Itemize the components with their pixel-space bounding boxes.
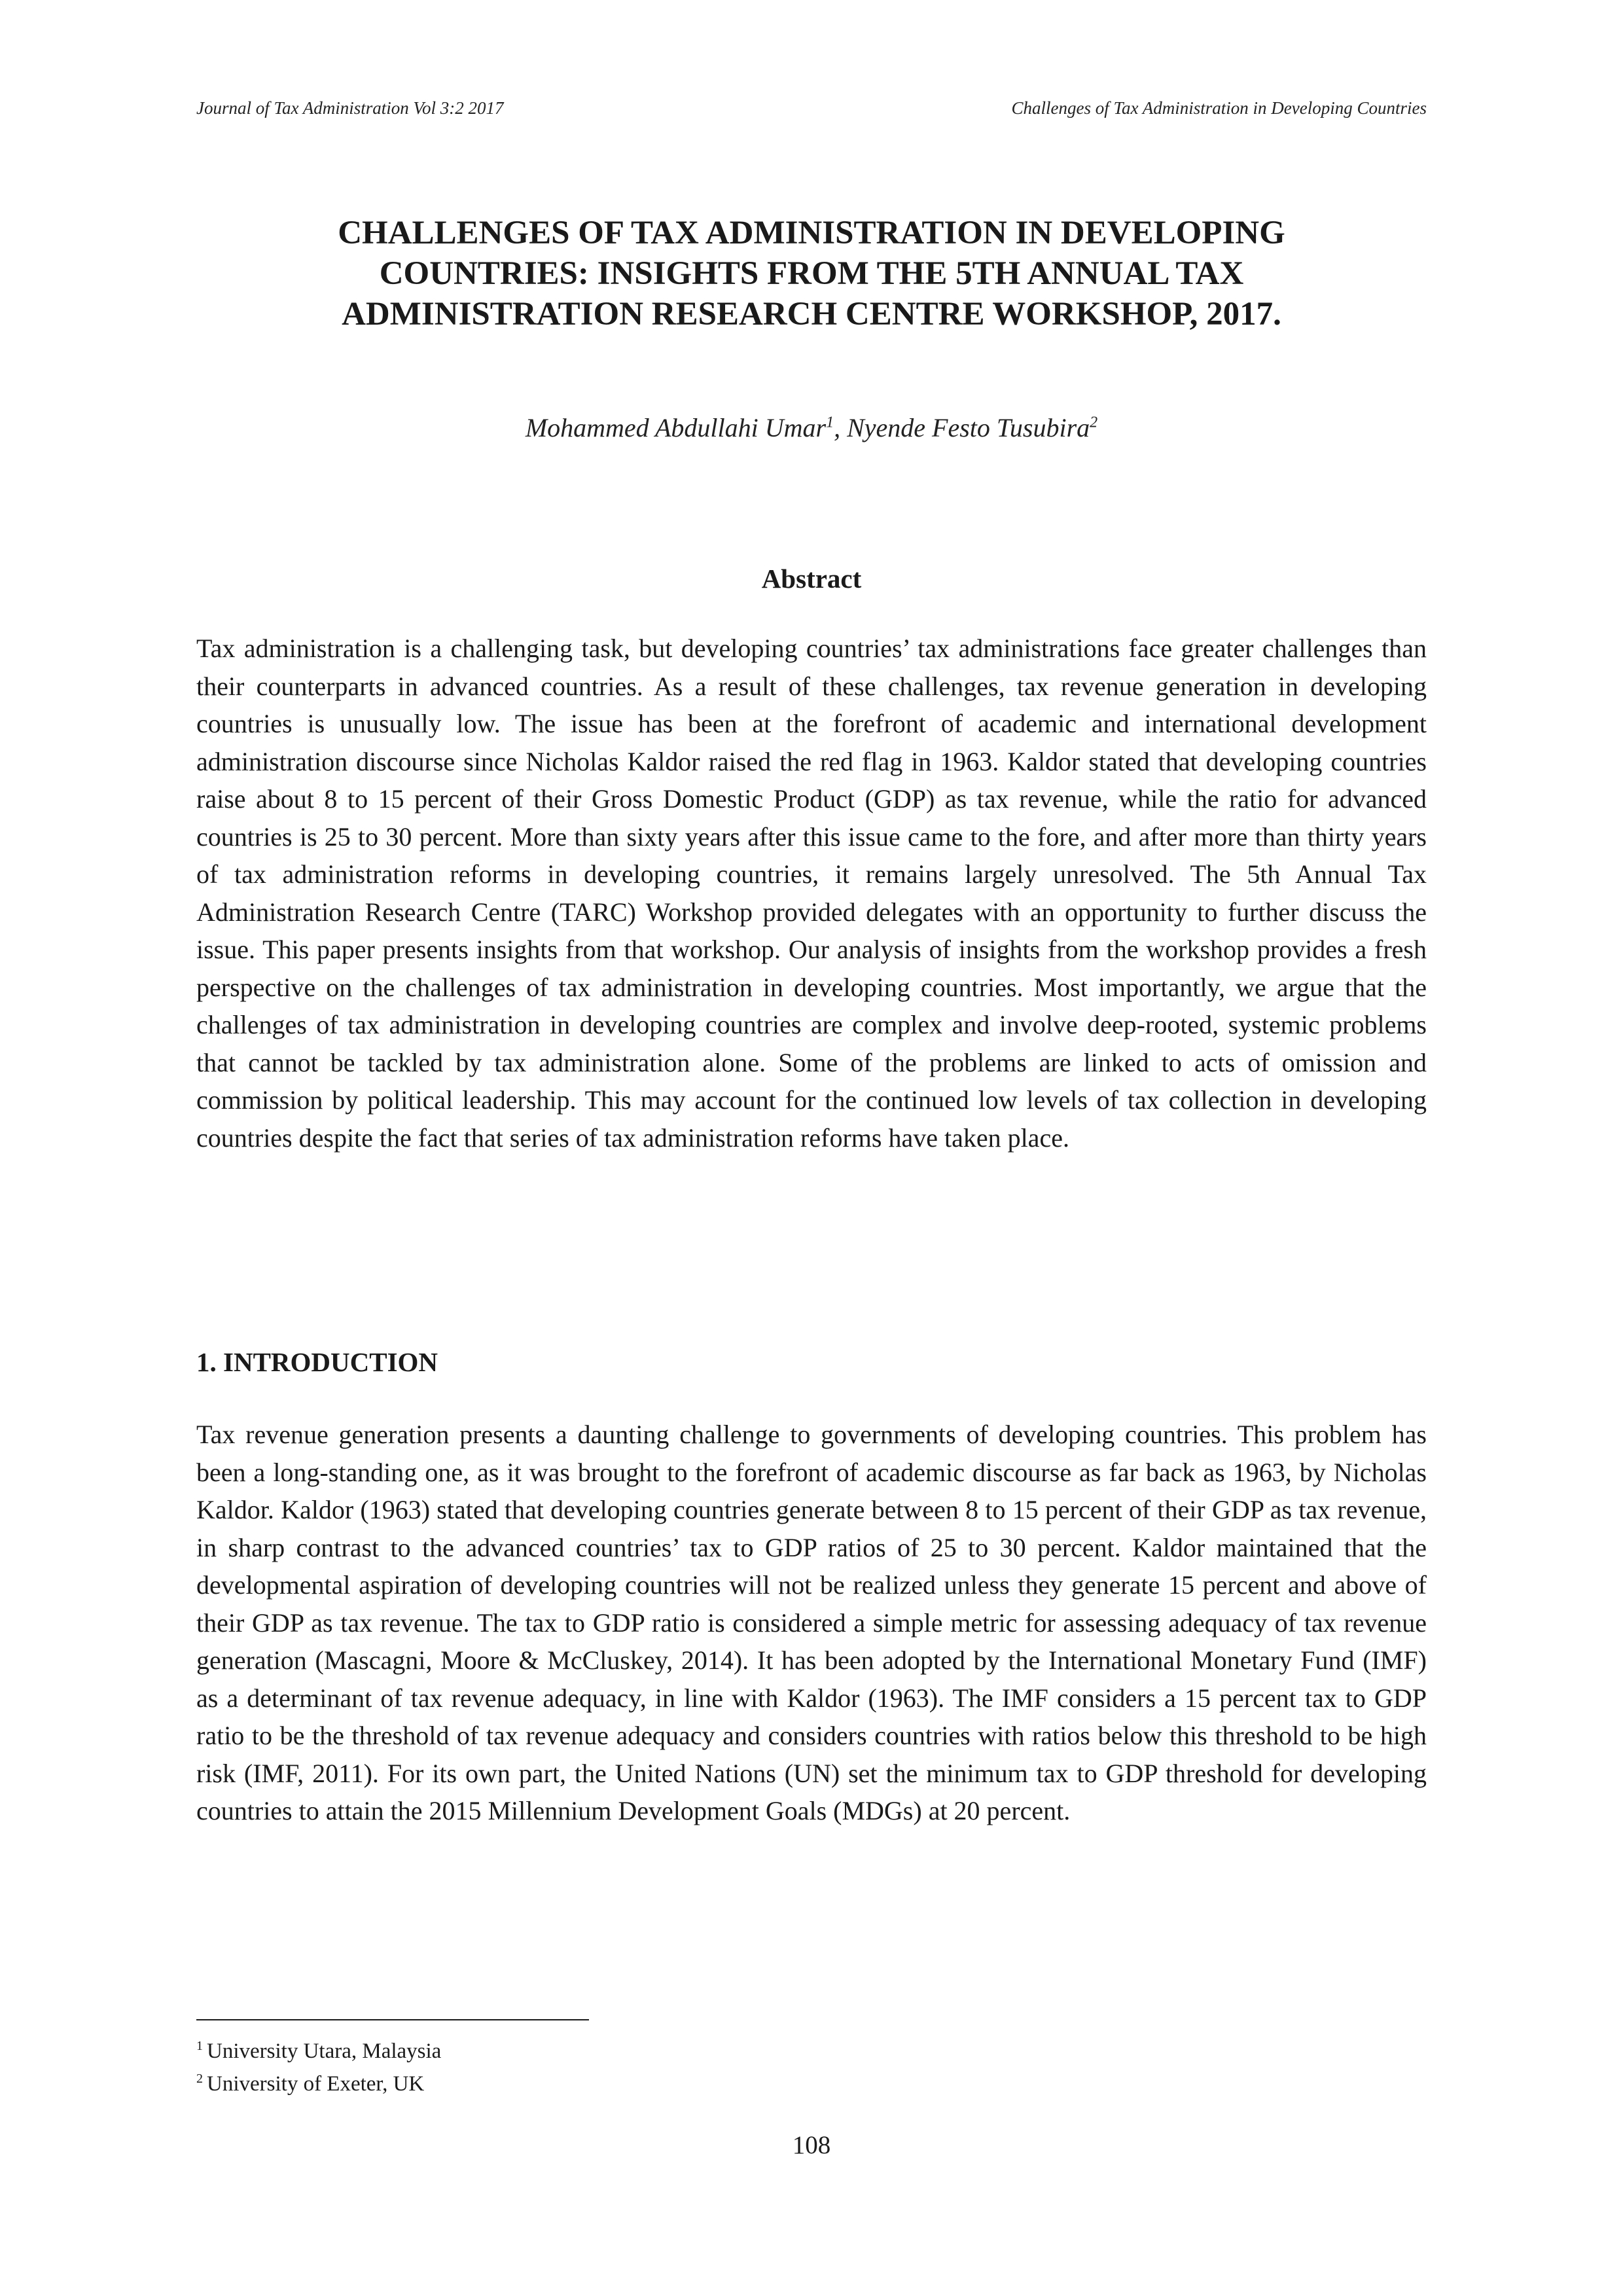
title-line-2: COUNTRIES: INSIGHTS FROM THE 5TH ANNUAL TAX — [379, 255, 1244, 292]
journal-citation: Journal of Tax Administration Vol 3:2 2017 — [196, 98, 504, 118]
title-line-3: ADMINISTRATION RESEARCH CENTRE WORKSHOP, 2017. — [342, 296, 1281, 332]
footnotes — [196, 2032, 1427, 2098]
introduction-heading: 1. INTRODUCTION — [196, 1347, 438, 1377]
abstract-heading: Abstract — [761, 564, 862, 594]
author-separator: , — [834, 413, 847, 442]
page-number: 108 — [792, 2131, 831, 2159]
footnote — [196, 2065, 1427, 2098]
footnote-divider — [196, 2019, 589, 2020]
introduction-text: Tax revenue generation presents a daunting challenge to governments of developing countries. This problem has been a long-standing one, as it was brought to the forefront of academic discourse as far back as 1963, by Nicholas Kaldor. Kaldor (1963) stated that developing countries generate between 8 to 15 percent of their GDP as tax revenue, in sharp contrast to the advanced countries’ tax to GDP ratios of 25 to 30 percent. Kaldor maintained that the developmental aspiration of developing countries will not be realized unless they generate 15 percent and above of their GDP as tax revenue. The tax to GDP ratio is considered a simple metric for assessing adequacy of tax revenue generation (Mascagni, Moore & McCluskey, 2014). It has been adopted by the International Monetary Fund (IMF) as a determinant of tax revenue adequacy, in line with Kaldor (1963). The IMF considers a 15 percent tax to GDP ratio to be the threshold of tax revenue adequacy and considers countries with ratios below this threshold to be high risk (IMF, 2011). For its own part, the United Nations (UN) set the minimum tax to GDP threshold for developing countries to attain the 2015 Millennium Development Goals (MDGs) at 20 percent. — [196, 1420, 1427, 1825]
title-line-1: CHALLENGES OF TAX ADMINISTRATION IN DEVELOPING — [338, 215, 1285, 251]
affiliation-mark: 1 — [826, 414, 834, 431]
abstract-text: Tax administration is a challenging task, but developing countries’ tax administrations face greater challenges than their counterparts in advanced countries. As a result of these challenges, tax revenue generation in developing countries is unusually low. The issue has been at the forefront of academic and international development administration discourse since Nicholas Kaldor raised the red flag in 1963. Kaldor stated that developing countries raise about 8 to 15 percent of their Gross Domestic Product (GDP) as tax revenue, while the ratio for advanced countries is 25 to 30 percent. More than sixty years after this issue came to the fore, and after more than thirty years of tax administration reforms in developing countries, it remains largely unresolved. The 5th Annual Tax Administration Research Centre (TARC) Workshop provided delegates with an opportunity to further discuss the issue. This paper presents insights from that workshop. Our analysis of insights from the workshop provides a fresh perspective on the challenges of tax administration in developing countries. Most importantly, we argue that the challenges of tax administration in developing countries are complex and involve deep-rooted, systemic problems that cannot be tackled by tax administration alone. Some of the problems are linked to acts of omission and commission by political leadership. This may account for the continued low levels of tax collection in developing countries despite the fact that series of tax administration reforms have taken place. — [196, 634, 1427, 1153]
footnote-text: University Utara, Malaysia — [207, 2039, 442, 2063]
footnote-mark: 1 — [196, 2039, 203, 2053]
footnote-mark: 2 — [196, 2072, 203, 2086]
affiliation-mark: 2 — [1090, 414, 1098, 431]
running-title: Challenges of Tax Administration in Developing Countries — [1011, 98, 1427, 118]
paper-title — [196, 213, 1427, 334]
author-list — [196, 412, 1427, 443]
author-name: Nyende Festo Tusubira — [847, 413, 1090, 442]
footnote — [196, 2032, 1427, 2065]
author-name: Mohammed Abdullahi Umar — [525, 413, 827, 442]
footnote-text: University of Exeter, UK — [207, 2072, 425, 2096]
